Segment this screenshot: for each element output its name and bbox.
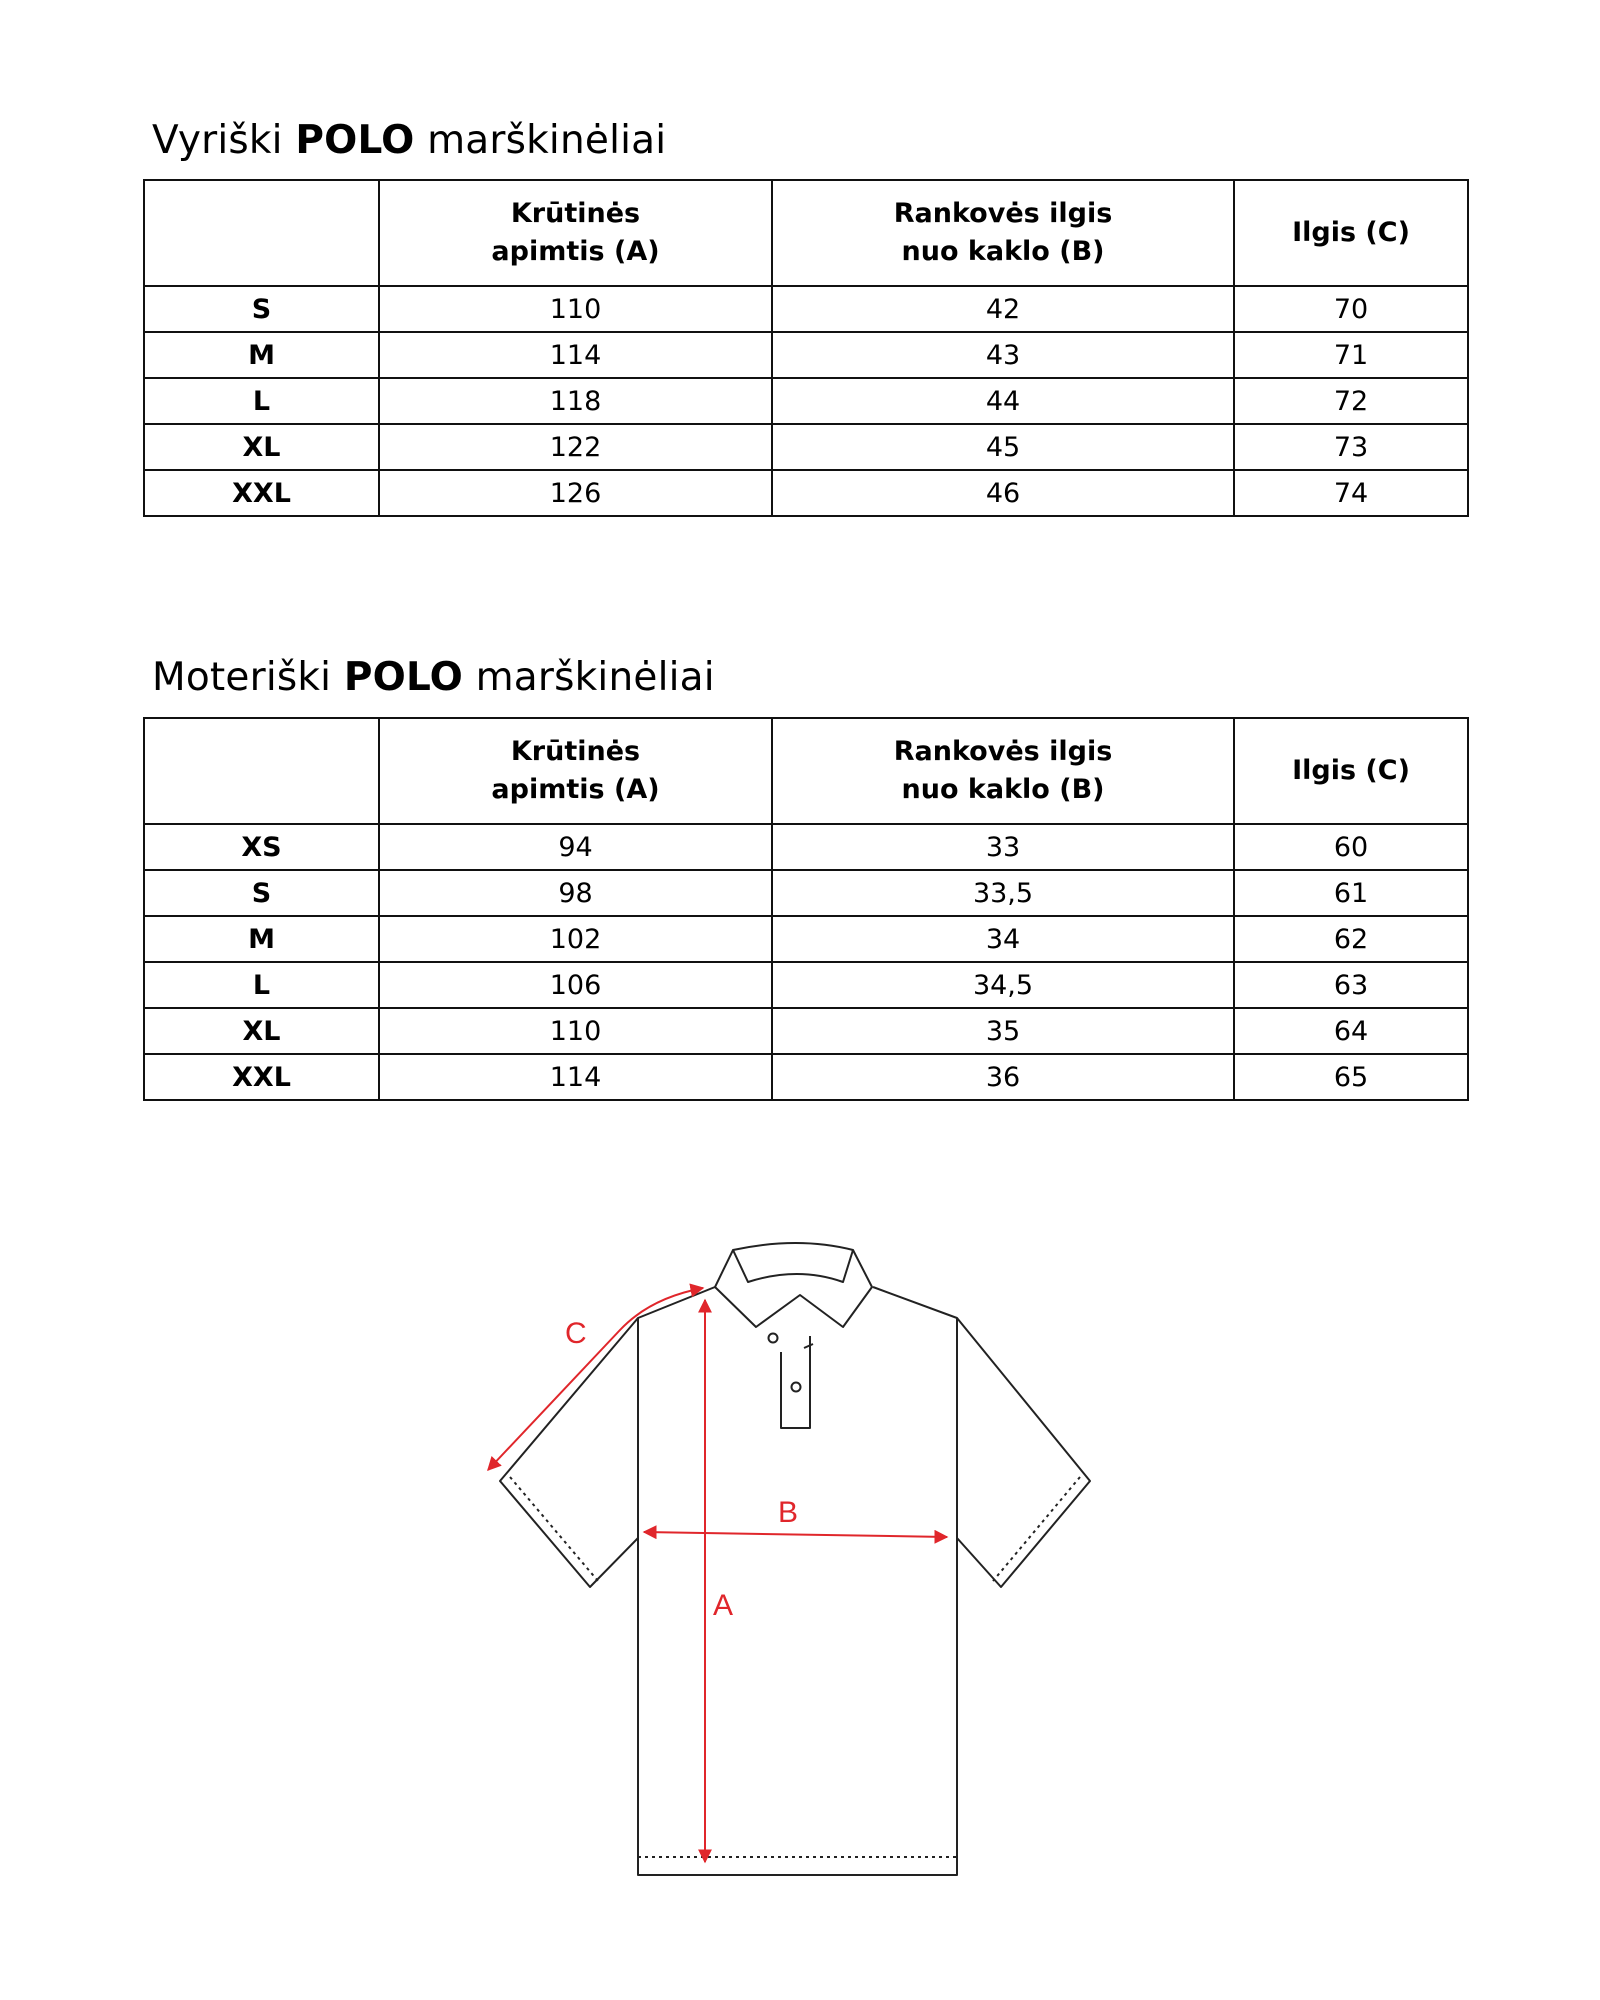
sleeve-cell: 46	[772, 470, 1234, 516]
chest-cell: 94	[379, 824, 772, 870]
size-cell: XS	[144, 824, 379, 870]
length-cell: 63	[1234, 962, 1468, 1008]
measure-label-b: B	[778, 1496, 799, 1529]
length-cell: 61	[1234, 870, 1468, 916]
header-chest-line2: apimtis (A)	[491, 774, 660, 805]
header-sleeve-line2: nuo kaklo (B)	[901, 774, 1105, 805]
chest-cell: 110	[379, 286, 772, 332]
size-cell: S	[144, 870, 379, 916]
shirt-button-top	[769, 1334, 778, 1343]
size-cell: XXL	[144, 1054, 379, 1100]
shirt-collar-inner	[733, 1250, 853, 1282]
sleeve-cell: 33	[772, 824, 1234, 870]
sleeve-cell: 35	[772, 1008, 1234, 1054]
shirt-right-sleeve	[873, 1287, 1090, 1587]
chest-cell: 106	[379, 962, 772, 1008]
measure-label-c: C	[565, 1317, 587, 1350]
length-cell: 70	[1234, 286, 1468, 332]
header-chest-line2: apimtis (A)	[491, 236, 660, 267]
chest-cell: 114	[379, 332, 772, 378]
size-cell: XL	[144, 424, 379, 470]
sleeve-cell: 34,5	[772, 962, 1234, 1008]
length-cell: 60	[1234, 824, 1468, 870]
sleeve-cell: 43	[772, 332, 1234, 378]
size-cell: M	[144, 916, 379, 962]
shirt-left-sleeve	[500, 1287, 715, 1587]
length-cell: 73	[1234, 424, 1468, 470]
sleeve-cell: 34	[772, 916, 1234, 962]
header-length: Ilgis (C)	[1234, 718, 1468, 824]
chest-cell: 102	[379, 916, 772, 962]
shirt-buttonhole	[804, 1344, 813, 1348]
header-sleeve-line2: nuo kaklo (B)	[901, 236, 1105, 267]
length-cell: 64	[1234, 1008, 1468, 1054]
length-cell: 62	[1234, 916, 1468, 962]
shirt-left-sleeve-hem	[510, 1477, 598, 1581]
men-title-suffix: marškinėliai	[427, 118, 667, 163]
measure-label-a: A	[713, 1589, 734, 1622]
shirt-collar	[715, 1243, 872, 1327]
size-cell: L	[144, 378, 379, 424]
chest-cell: 118	[379, 378, 772, 424]
measure-line-c	[488, 1288, 703, 1470]
chest-cell: 110	[379, 1008, 772, 1054]
size-cell: XL	[144, 1008, 379, 1054]
chest-cell: 122	[379, 424, 772, 470]
shirt-right-sleeve-hem	[993, 1477, 1080, 1581]
women-title-prefix: Moteriški	[152, 655, 332, 700]
size-cell: XXL	[144, 470, 379, 516]
chest-cell: 98	[379, 870, 772, 916]
length-cell: 74	[1234, 470, 1468, 516]
measure-line-b	[644, 1532, 947, 1537]
sleeve-cell: 42	[772, 286, 1234, 332]
size-cell: S	[144, 286, 379, 332]
shirt-body	[638, 1318, 957, 1875]
sleeve-cell: 33,5	[772, 870, 1234, 916]
sleeve-cell: 45	[772, 424, 1234, 470]
shirt-outline	[500, 1243, 1090, 1875]
header-sleeve-line1: Rankovės ilgis	[893, 198, 1113, 229]
size-cell: L	[144, 962, 379, 1008]
measure-lines	[488, 1288, 947, 1862]
length-cell: 65	[1234, 1054, 1468, 1100]
length-cell: 72	[1234, 378, 1468, 424]
chest-cell: 126	[379, 470, 772, 516]
men-title-brand: POLO	[295, 118, 415, 163]
chest-cell: 114	[379, 1054, 772, 1100]
women-title-brand: POLO	[343, 655, 463, 700]
size-cell: M	[144, 332, 379, 378]
length-cell: 71	[1234, 332, 1468, 378]
header-chest-line1: Krūtinės	[510, 736, 641, 767]
sleeve-cell: 36	[772, 1054, 1234, 1100]
women-title-suffix: marškinėliai	[475, 655, 715, 700]
men-title-prefix: Vyriški	[152, 118, 283, 163]
shirt-button-bottom	[792, 1383, 801, 1392]
sleeve-cell: 44	[772, 378, 1234, 424]
header-chest-line1: Krūtinės	[510, 198, 641, 229]
header-length: Ilgis (C)	[1234, 180, 1468, 286]
header-sleeve-line1: Rankovės ilgis	[893, 736, 1113, 767]
